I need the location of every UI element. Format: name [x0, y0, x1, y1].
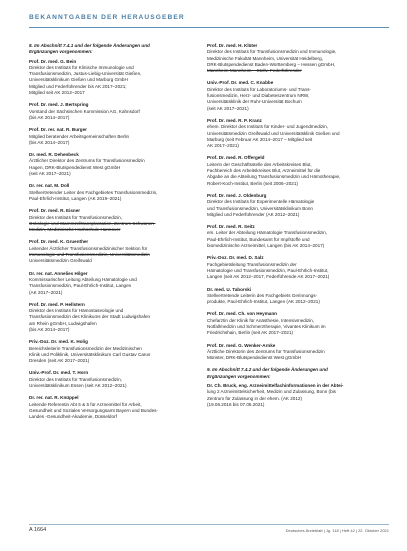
entry-line: Direktor des Instituts für Laboratoriums- und Trans-	[207, 86, 311, 92]
entry-line: fusionsmedizin, Herz- und Diabeteszentrum NRW,	[207, 93, 310, 99]
entry-line: Direktor des Instituts für Klinische Immunologie und	[29, 64, 134, 70]
entry-line: Landes -Gesundheit-Akademie, Düsseldorf	[29, 414, 117, 420]
member-name: Prof. Dr. med. Ch. von Heymann	[207, 311, 277, 317]
entry-line: Kommissarischer Leitung Abteilung Hämatologie und	[29, 276, 137, 282]
entry-line: biomedizinische Arzneimittel, Langen (bis AK 2014–2017)	[207, 243, 325, 249]
entry-line: (bis AK 2014–2017)	[29, 114, 70, 120]
member-name: Prof. Dr. med. J. Bertspring	[29, 102, 89, 108]
entry-line: (bis AK 2014–2017)	[29, 326, 70, 332]
member-name: Univ.-Prof. Dr. med. T. Horn	[29, 370, 89, 376]
entry-line: Gesundheit und Soziales Versorgungsamt Bayern und Bundes-	[29, 407, 158, 413]
member-entry	[29, 239, 201, 264]
member-name: Priv.-Doz. Dr. med. K. Holig	[29, 339, 88, 345]
entry-line: Paul-Ehrlich-Institut, Langen (AK 2019–2021)	[29, 195, 122, 201]
entry-line: Marburg (seit Februar AK 2014–2017 – Mitglied seit	[207, 136, 313, 142]
member-entry	[207, 118, 379, 149]
entry-line: 9. Im Abschnitt 7.4.2 und der folgende Änderungen und	[207, 367, 328, 373]
entry-line: (bis AK 2014–2017)	[29, 139, 70, 145]
entry-line: Transfusionsmedizin, Justus-Liebig-Universität Gießen,	[29, 71, 142, 77]
entry-line: Vorstand der Sächsischen Kommission AG, Kahnsdorf	[29, 108, 140, 114]
entry-line: Transfusionsmedizin, Paul-Ehrlich-Institut, Langen	[29, 283, 132, 289]
entry-line: Münster, DRK-Blutspendedienst West gGmbH	[207, 355, 302, 361]
entry-line: Mitglied und Federführender (AK 2012–2021)	[207, 211, 300, 217]
entry-line: Medizinische Fakultät Mannheim, Universität Heidelberg,	[207, 55, 323, 61]
member-entry	[29, 208, 201, 233]
member-name: Univ.-Prof. Dr. med. C. Knabbe	[207, 80, 274, 86]
member-entry	[207, 43, 379, 74]
member-name: Dr. rer. nat. M. Doll	[29, 183, 70, 189]
entry-line: Bereichsleiterin Transfusionsmedizin der Medizinischen	[29, 345, 142, 351]
entry-line: AK 2017–2021)	[207, 143, 239, 149]
member-name: Dr. rer. nat. Annelies Hilger	[29, 270, 88, 276]
entry-line: Direktor des Instituts für Experimentelle Hämatologie	[207, 199, 315, 205]
entry-line: Chefarztin der Klinik für Anästhesie, Intensivmedizin,	[207, 317, 314, 323]
entry-line: Universitätsklinikum Gießen und Marburg GmbH	[29, 77, 128, 83]
entry-line: Mitglied seit AK 2012–2017	[29, 90, 85, 96]
entry-line: Mitglied und Federführender bis AK 2017–2021;	[29, 83, 127, 89]
entry-line: Hagen, DRK-Blutspendedienst West gGmbH	[29, 164, 121, 170]
member-name: Prof. Dr. med. G. Bein	[29, 58, 77, 64]
entry-line: Universitätsmedizin Greifswald	[29, 258, 92, 264]
member-entry	[29, 370, 201, 389]
member-entry	[29, 59, 201, 97]
entry-line: Ergänzungen vorgenommen:	[29, 49, 93, 55]
entry-line: Direktor des Instituts für Transfusionsmedizin und Immunologie,	[207, 49, 337, 55]
member-name: Prof. Dr. med. K. Gruenther	[29, 239, 89, 245]
member-entry	[29, 302, 201, 333]
section-intro	[207, 367, 379, 380]
entry-line: (19.06.2016 bis 07.05.2021)	[207, 401, 265, 407]
entry-line: Dresden (seit AK 2017–2021)	[29, 358, 90, 364]
entry-line: produkte, Paul-Ehrlich-Institut, Langen (AK 2012–2021)	[207, 299, 320, 305]
member-entry	[207, 155, 379, 186]
member-entry	[29, 152, 201, 177]
entry-line: Onkologie und Stammzelltransplantation, Zentrum Schwanen-	[29, 220, 156, 226]
member-name: Priv.-Doz. Dr. med. D. Salz	[207, 255, 264, 261]
member-name: Prof. Dr. med. H. Klüter	[207, 43, 258, 48]
entry-line: am Rhein gGmbH, Ludwigshafen	[29, 320, 97, 326]
entry-line: Transfusionsmedizin des Klinikums der Stadt Ludwigshafen	[29, 314, 151, 320]
section-intro	[29, 43, 201, 56]
entry-line: Direktor des Instituts für Transfusionsmedizin,	[29, 376, 122, 382]
entry-line: (AK 2017–2021)	[29, 289, 63, 295]
member-entry	[207, 80, 379, 111]
entry-line: Abgabe an die Abteilung Transfusionsmedizin und Hämotherapie,	[207, 174, 341, 180]
member-entry	[207, 224, 379, 249]
member-name: Prof. Dr. med. R. Offergeld	[207, 155, 265, 161]
left-column	[29, 43, 201, 427]
entry-line: (seit AK 2017–2021)	[207, 105, 249, 111]
entry-line: Ergänzungen vorgenommen:	[207, 373, 271, 379]
entry-line: Langen (seit AK 2012–2017, Federführende AK 2017–2021)	[207, 274, 330, 280]
entry-line: Zentrum für Zulassung in der ehem. (AK 2012)	[207, 395, 302, 401]
member-name: Prof. Dr. med. G. Wenker-Arnke	[207, 342, 276, 348]
entry-line: Ärztliche Direktorin des Zentrums für Transfusionsmedizin	[207, 348, 325, 354]
member-name: Prof. Dr. med. R. Seitz	[207, 224, 255, 230]
entry-line: Direktor des Instituts für Hämostaseologie und	[29, 308, 124, 314]
entry-line: Notfallmedizin und Schmerztherapie, Vivantes Klinikum im	[207, 323, 326, 329]
entry-line: Leitende Referentin Abt 5 & 5 für Arzneimittel für Arbeit,	[29, 401, 142, 407]
member-entry	[207, 343, 379, 362]
entry-line: Stellvertretende Leiterin des Fachgebiets Gerinnungs-	[207, 292, 318, 298]
section-title: BEKANNTGABEN DER HERAUSGEBER	[29, 14, 185, 21]
entry-line: Friedrichshain, Berlin (seit AK 2017–2021)	[207, 330, 294, 336]
entry-line: und Transfusionsmedizin, Universitätsklinikum Bonn	[207, 205, 313, 211]
entry-line: Immunologie und Transfusionsmedizin, Universitätsmedizin	[29, 252, 150, 258]
member-entry	[29, 127, 201, 146]
entry-line: em. Leiter der Abteilung Hämatologie Transfusionsmedizin,	[207, 230, 328, 236]
entry-line: Robert-Koch-Institut, Berlin (seit 2006–2021)	[207, 180, 298, 186]
member-entry	[29, 339, 201, 364]
member-entry	[29, 271, 201, 296]
entry-line: Fachbereich des Arbeitskreises Blut, Arzneimittel für die	[207, 168, 321, 174]
entry-line: Klinik und Poliklinik, Universitätsklinikum Carl Gustav Carus	[29, 351, 151, 357]
page-footer	[29, 524, 389, 539]
member-name: Prof. Dr. med. P. Hellstern	[29, 301, 85, 307]
entry-line: Ärztlicher Direktor des Zentrums für Transfusionsmedizin	[29, 158, 145, 164]
entry-line: Mannheim-Mannheim – Stellv. Federführender	[207, 68, 302, 74]
member-entry	[207, 255, 379, 280]
member-name: Dr. Ch. Bruck, eng. Arzneimittelfachinformationen in der Abtei-	[207, 383, 344, 389]
entry-line: lung 2 Arzneimittelsicherheit, Medizin und Zulassung, Bonn (bis	[207, 389, 336, 395]
page-number: A 1664	[29, 527, 47, 533]
journal-citation: Deutsches Ärzteblatt | Jg. 118 | Heft 42 | 22. Oktober 2021	[285, 528, 389, 533]
member-name: Dr. rer. nat. R. Knüppel	[29, 395, 79, 401]
member-entry	[29, 102, 201, 121]
member-entry	[207, 311, 379, 336]
entry-line: Fachgebietsleitung Transfusionsmedizin der	[207, 261, 297, 267]
entry-line: Mitglied beratender Arbeitsgemeinschaften Berlin	[29, 133, 130, 139]
entry-line: Direktor des Instituts für Transfusionsmedizin,	[29, 214, 122, 220]
entry-line: Medizin, Medizinische Hochschule Hannover	[29, 227, 121, 233]
member-entry	[29, 395, 201, 420]
member-entry	[207, 383, 379, 408]
member-name: Prof. Dr. rer. nat. R. Burger	[29, 127, 87, 133]
member-entry	[29, 183, 201, 202]
entry-line: ehem. Direktor des Instituts für Kinder- und Jugendmedizin,	[207, 124, 329, 130]
entry-line: (seit AK 2017–2021)	[29, 171, 71, 177]
entry-line: Leitender Ärztlicher Transfusionsmedizinischer Sektion für	[29, 245, 148, 251]
entry-line: Hämatologie und Transfusionsmedizin, Paul-Ehrlich-Institut,	[207, 267, 329, 273]
entry-line: Paul-Ehrlich-Institut, Bundesamt für Impfstoffe und	[207, 236, 310, 242]
member-name: Dr. med. U. Taborski	[207, 286, 252, 292]
section-header	[29, 13, 389, 28]
member-name: Dr. med. R. Dehenbeck	[29, 152, 79, 158]
entry-line: DRK-Blutspendedienst Baden-Württemberg – Hessen gGmbH,	[207, 61, 336, 67]
member-name: Prof. Dr. med. R. Eisner	[29, 208, 81, 214]
entry-line: Leiterin der Geschäftsstelle des Arbeitskreises Blut,	[207, 161, 312, 167]
entry-line: Stellvertretender Leiter des Fachgebietes Transfusionsmedizin,	[29, 189, 158, 195]
entry-line: 8. Im Abschnitt 7.4.1 und der folgende Änderungen und	[29, 43, 150, 48]
entry-line: Universitätsmedizin Greifswald und Universitätsklinik Gießen und	[207, 130, 340, 136]
member-name: Prof. Dr. med. J. Oldenburg	[207, 192, 267, 198]
member-entry	[207, 287, 379, 306]
entry-line: Universitätsklinikum Essen (seit AK 2012–2021)	[29, 383, 127, 389]
member-name: Prof. Dr. med. R. P. Kranz	[207, 117, 262, 123]
member-entry	[207, 193, 379, 218]
entry-line: Universitätsklinik der Ruhr-Universität Bochum	[207, 99, 302, 105]
right-column	[207, 43, 379, 414]
